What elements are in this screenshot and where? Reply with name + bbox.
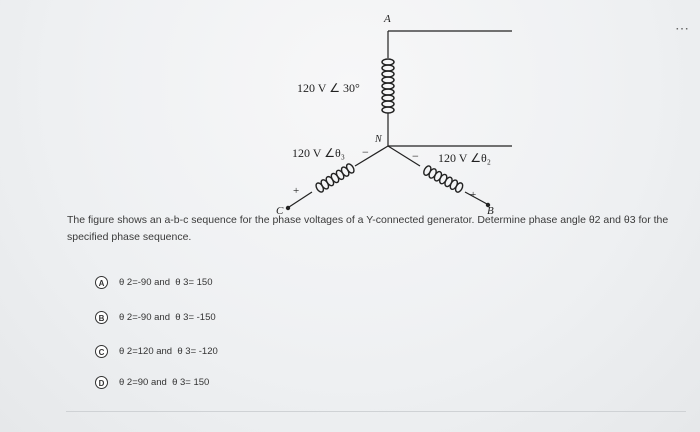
node-a-label: A — [384, 13, 391, 25]
choice-c-badge[interactable]: C — [95, 345, 108, 358]
choice-c-text: θ 2=120 and θ 3= -120 — [119, 346, 218, 357]
divider — [66, 411, 686, 412]
coil-c — [315, 163, 356, 194]
minus-b-label: − — [412, 149, 419, 163]
choice-a-text: θ 2=-90 and θ 3= 150 — [119, 277, 213, 288]
more-options-icon[interactable]: ⋯ — [675, 20, 690, 36]
choice-a-badge[interactable]: A — [95, 276, 108, 289]
choice-b[interactable] — [95, 311, 216, 324]
phase-b-voltage-label: 120 V ∠θ₂ — [438, 151, 491, 165]
plus-b-label: + — [470, 189, 477, 201]
choice-c[interactable] — [95, 345, 218, 358]
node-n-label: N — [375, 134, 382, 145]
lead-c-top — [355, 146, 388, 166]
choice-a[interactable] — [95, 276, 213, 289]
terminal-c — [286, 206, 290, 210]
choice-d-badge[interactable]: D — [95, 376, 108, 389]
question-text: The figure shows an a-b-c sequence for the phase voltages of a Y-connected generator. Determine phase angle θ2 and θ3 for the specified phase sequence. — [67, 214, 669, 243]
choice-b-badge[interactable]: B — [95, 311, 108, 324]
node-c-label: C — [276, 205, 284, 217]
plus-c-label: + — [293, 185, 300, 197]
choice-d-text: θ 2=90 and θ 3= 150 — [119, 377, 210, 388]
phase-a-voltage-label: 120 V ∠ 30° — [297, 81, 360, 95]
choice-b-text: θ 2=-90 and θ 3= -150 — [119, 312, 216, 323]
coil-a — [382, 59, 394, 113]
choice-d[interactable] — [95, 376, 209, 389]
coil-b — [422, 165, 464, 194]
phase-c-voltage-label: 120 V ∠θ₃ — [292, 146, 345, 160]
node-b-label: B — [487, 205, 494, 217]
minus-c-label: − — [362, 145, 369, 159]
